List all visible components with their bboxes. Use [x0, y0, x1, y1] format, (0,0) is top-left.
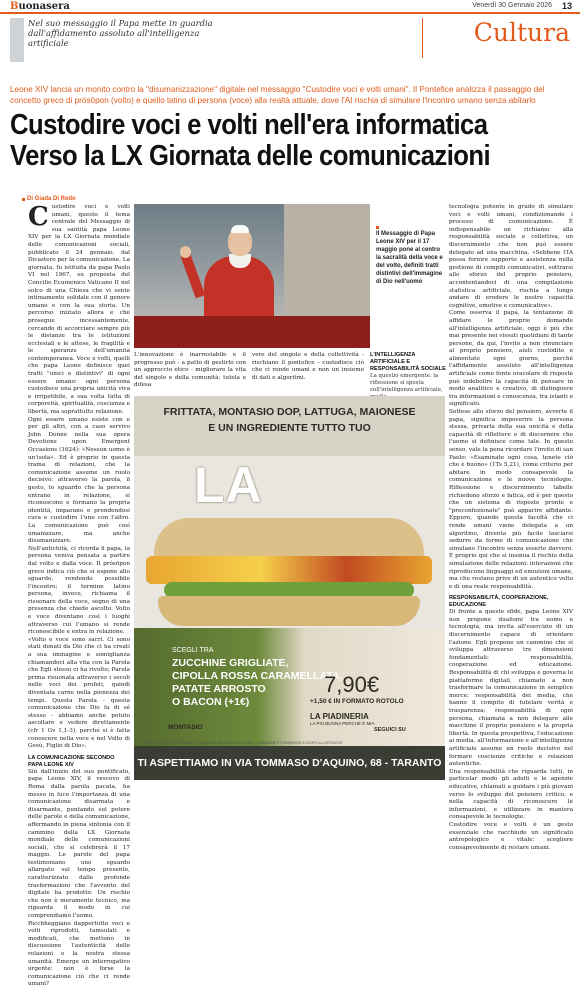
teaser-bar — [10, 18, 24, 62]
ad-price-note: +1,50 € IN FORMATO ROTOLO — [310, 698, 404, 705]
ad-promo-item: O BACON (+1€) — [172, 696, 250, 708]
section-label-box — [422, 18, 572, 58]
paragraph: Ogni essere umano esiste con e per gli altri, con a caso servivo John Donne nella sua opera Devotions upon Emergent Occasions (1624): «Nessun uomo è un'isola». Ed è proprio in questa trama di relazioni, che la comunicazione assume un ruolo decisivo: attraverso la parola, il gesto, lo sguardo che la persona entrano in relazione, si riconoscono e formano la propria identità, imparano e prendendosi cura e custodire l'uno con l'altro. La comunicazione può così umanizzare, ma anche disumanizzare. — [28, 416, 130, 545]
sidebar-box-title: L'INTELLIGENZA ARTIFICIALE E RESPONSABILITÀ SOCIALE — [370, 352, 446, 372]
ad-social: SEGUICI SU — [374, 727, 406, 733]
paragraph: Sottese allo sforzo del pensiero, avverte il papa, significa impoverire la persona stessa, privarla della sua unicità e della capacità di riflettere e di discernere che l'uomo si definisce come tale. In questo senso, vale la pena ricordare l'invito di san Paolo: «Esaminate ogni cosa, tenete ciò che è buono» (1Ts 5,21), come criterio per abitare in modo consapevole la comunicazione e le nuove tecnologie. Riflessione e discernimento tabelle richiedono sforzo e fatica, ed è per questo che un sistema di risposte pronte e "preconfezionate" può apparire affidante. Eppure, quando questa facoltà che ci rende umani viene delegata a un algoritmo, diventa più facile lasciarsi sedurre da forme di comunicazione che simulano l'incontro senza esserlo davvero. È proprio qui che si insinua il rischio della simulazione delle relazioni: interazioni che riproducono linguaggi ed emozioni umane, ma che restano prive di un autentico volto e di una reale responsabilità. — [449, 409, 573, 590]
paragraph: Sin dall'inizio del suo pontificato, papa Leone XIV, il vescovo di Roma dalla parola pacata, ha messo in luce l'importanza di una comunicazione disarmata e disarmante, puntando sul potere delle parole e della comunicazione, affermando in piena sintonia con il cammino della LX Giornata mondiale delle comunicazioni sociali, che si celebrerà il 17 maggio. Le parole del papa testimoniano uno sguardo allargato sul tempo presente, caratterizzato dalle profonde trasformazioni che l'avvento del digitale ha prodotto. Un rischio che non è meramente tecnico, ma riguarda il modo in cui comprendiamo l'uomo. — [28, 768, 130, 920]
article-column-3: vere del singolo e della collettività - rischiano il pontefice - custodisce ciò che ci rende umani e non un insieme di dati e algoritmi. — [252, 352, 364, 381]
paragraph: Custodire voce e volti è un gesto essenziale che racchiude un significato antropologico e vitale: scegliere consapevolmente di restare umani. — [449, 821, 573, 851]
sidebar-box-body: La questio emergente. la riflessione si sposta sull'intelligenza artificiale, — [370, 373, 443, 393]
teaser — [10, 18, 250, 70]
pope-photo — [134, 204, 370, 348]
ad-piadineria-logo — [310, 712, 375, 726]
masthead — [10, 1, 70, 12]
article-column-5 — [449, 204, 573, 851]
paragraph: Come osserva il papa, la tentazione di affidare le proprie domande all'intelligenza artificiale, oggi è più che mai presente nei vissuti quotidiani di tante persone, da qui, l'invito a non rinunciare al proprio pensiero, aiuti custodito e alimentato ogni giorno, perché l'affidamento assoluto all'intelligenza artificiale come fonte oracolare di risposte può indebolire la capacità di pensare in modo analitico e creativo, di distinguere tra informazioni e conoscenza, tra istanti e significato. — [449, 310, 573, 408]
page-number: 13 — [561, 1, 572, 11]
photo-balcony-drape — [134, 316, 370, 348]
sidebar-box — [370, 352, 446, 393]
ad-promo-intro: SCEGLI TRA — [172, 647, 214, 654]
masthead-name: uonasera — [18, 1, 70, 12]
article-column-2: L'innovazione è inarrestabile e il progresso può - a patto di gestirlo con un approccio etico - migliorare la vita del singolo e della comunità: tutela e difesa — [134, 352, 246, 389]
ad-headline-1: FRITTATA, MONTASIO DOP, LATTUGA, MAIONESE — [163, 406, 416, 418]
paragraph: Ricchheggiano dappertutto voci e volti riprodotti, tamsulati e modificati, che mettono in discussione l'autenticità delle relazioni e la nostra stessa umanità. Emerge un interrogativo urgente: non è forse la comunicazione ciò che ci rende umani? — [28, 920, 130, 988]
paragraph: ustodire voci e volti umani, questo il tema centrale del Messaggio di sua santità papa Leone XIV per la LX Giornata mondiale delle comunicazioni sociali, pubblicato il 24 gennaio, dal Dicastero per la comunicazione. La giornata, fu istituita da papa Paolo VI nel 1967, su proposta del Concilio Ecumenico Vaticano II nel solco di una Chiesa che vi sente intimamente solidale con il genere umano e con la sua storia. Un percorso iniziato allora e che prosegue incessantemente, cercando di accorciare sempre più le distanze tra le istituzioni ecclesiali e le attese, le fragilità e le speranze dell'umanità contemporanea. Voce e volti, quelli che papa Leone definisce quei tratti "unici e distintivi" di ogni essere umano: ogni persona custodisce una propria unicità viva e irripetibile, a sua volta fatta di corporeità, spiritualità, coscienza e libertà, ma soprattutto relazione. — [28, 204, 130, 416]
ad-piadina-filling — [146, 556, 432, 584]
photo-raised-arm — [181, 254, 205, 299]
ad-fine-print: REALIZZATO CON IL CONTRIBUTO MASAF DECRETO DEL 10.12.2024 · L'IMMAGINE È PURAMENTE A SCOPO ILLUSTRATIVO — [142, 741, 343, 745]
section-label: Cultura — [473, 18, 570, 47]
caption-bullet — [376, 226, 379, 229]
paragraph: Di fronte a queste sfide, papa Leone XIV non propone dualismi tra uomo e tecnologia, ma invita all'esercizio di un discernimento capace di orientare l'azione. Egli propone un cammino che si sviluppa attraverso tre dimensioni fondamentali: responsabilità, cooperazione ed educazione. Responsabilità di chi sviluppa e governa le piattaforme digitali, chiamato a non trasformare la comunicazione in semplice merce; responsabilità dei media, che hanno il compito di tutelare verità e trasparenza; responsabilità di ogni persona, chiamata a non delegare alle macchine il proprio pensiero e la propria libertà. In questa prospettiva, l'educazione ai media, all'informazione e all'intelligenza artificiale assume un ruolo decisivo nel formare coscienze critiche e relazioni autentiche. — [449, 609, 573, 768]
ad-promo-item: CIPOLLA ROSSA CARAMELLATA, — [172, 670, 343, 682]
top-bar — [0, 0, 580, 14]
advertisement — [134, 396, 445, 780]
byline-bullet — [22, 198, 25, 201]
teaser-text: Nel suo messaggio il Papa mette in guardia dall'affidamento assoluto all'intelligenza artificiale — [28, 18, 213, 48]
photo-zucchetto — [231, 225, 249, 233]
ad-promo-item: ZUCCHINE GRIGLIATE, — [172, 657, 289, 669]
masthead-initial: B — [10, 1, 19, 12]
article-column-1 — [28, 202, 130, 988]
paragraph: tecnologia potente in grado di simulare voci e volti umani, condizionando i processi di comunicazione. È indispensabile un richiamo alla responsabilità sociale e collettiva, un discernimento che non può essere delegato ad una macchina. «Sebbene l'IA possa fornire supporto e assistenza nella gestione di compiti comunicativi, sottrarsi allo sforzo del proprio pensiero, accontentandoci di una compilazione statistica artificiale, rischia a lungo andare di erodere le nostre capacità cognitive, emotive e comunicative». — [449, 204, 573, 309]
headline-line-1: Custodire voci e volti nell'era informatica — [10, 109, 488, 141]
ad-price: 7,90€ — [324, 672, 380, 697]
headline-line-2: Verso la LX Giornata delle comunicazioni — [10, 140, 491, 172]
dateline: Venerdì 30 Gennaio 2026 — [472, 2, 552, 9]
byline: Di Giada Di Redo — [27, 196, 76, 202]
ad-piadineria-name: LA PIADINERIA — [310, 712, 369, 721]
ad-piadina-bottom — [158, 596, 420, 626]
paragraph: Nell'antichità, ci ricorda il papa, la persona veniva pensata a partire dal volto e dalla voce. Il prósōpon greco indica ciò che si espone allo sguardo, rendendo possibile l'incontro; il termine latino persona, invece, richiama il risuonare della voce, segno di una presenza che chiede ascolto. Volto e voce diventano così i luoghi attraverso cui l'umano si rende riconoscibile e entra in relazione. — [28, 545, 130, 636]
ad-piadineria-tagline: LA PIÙ BUONA PERCHÉ È MIA — [310, 721, 375, 726]
ad-promo-item: PATATE ARROSTO — [172, 683, 266, 695]
ad-address: TI ASPETTIAMO IN VIA TOMMASO D'AQUINO, 68 - TARANTO — [137, 757, 442, 769]
ad-montasio-logo: MONTASIO — [168, 724, 203, 731]
ad-piadina-top — [154, 518, 424, 560]
photo-caption: Il Messaggio di Papa Leone XIV per il 17 maggio pone al centro la sacralità della voce e del volto, definiti tratti distintivi dell'immagine di Dio nell'uomo — [376, 231, 443, 285]
paragraph: Una responsabilità che riguarda tutti, in particolar modo gli adulti e le agenzie educative, chiamati a guidare i più giovani verso lo sviluppo del pensiero critico, e nella capacità di riconoscere le informazioni, e utilizzare in maniera consapevole le tecnologie. — [449, 768, 573, 821]
headline — [10, 110, 516, 172]
photo-hand — [180, 246, 191, 258]
subheading: RESPONSABILITÀ, COOPERAZIONE, EDUCAZIONE — [449, 595, 549, 609]
ad-brand: LA — [194, 457, 261, 513]
article-intro: Leone XIV lancia un monito contro la "disumanizzazione" digitale nel messaggio "Custodire voci e volti umani". Il Pontefice analizza il passaggio del concetto greco di prósōpon (volto) e quello latino di persona (voce) alla realtà attuale, dove l'AI rischia di simulare l'incontro umano senza abitarlo — [10, 85, 545, 105]
subheading: LA COMUNICAZIONE SECONDO PAPA LEONE XIV — [28, 754, 115, 768]
paragraph: «Volto e voce sono sacri. Ci sono stati donati da Dio che ci ha creati a sua immagine e somiglianza chiamandoci alla vita con la Parola che Egli stesso ci ha rivolto; Parola prima risuonata attraverso i secoli nelle voci dei profeti, quindi diventata carne nella pienezza dei tempi. Questa Parola - questa comunicazione che Dio fa di sé stesso - abbiamo anche potuto ascoltare e vedere direttamente (cfr 1 Gv 1,1-3), perché si è fatta conoscere nella voce e nel Volto di Gesù, Figlio di Dio». — [28, 636, 130, 750]
ad-headline-2: E UN INGREDIENTE TUTTO TUO — [208, 422, 371, 434]
drop-cap: C — [28, 202, 49, 232]
